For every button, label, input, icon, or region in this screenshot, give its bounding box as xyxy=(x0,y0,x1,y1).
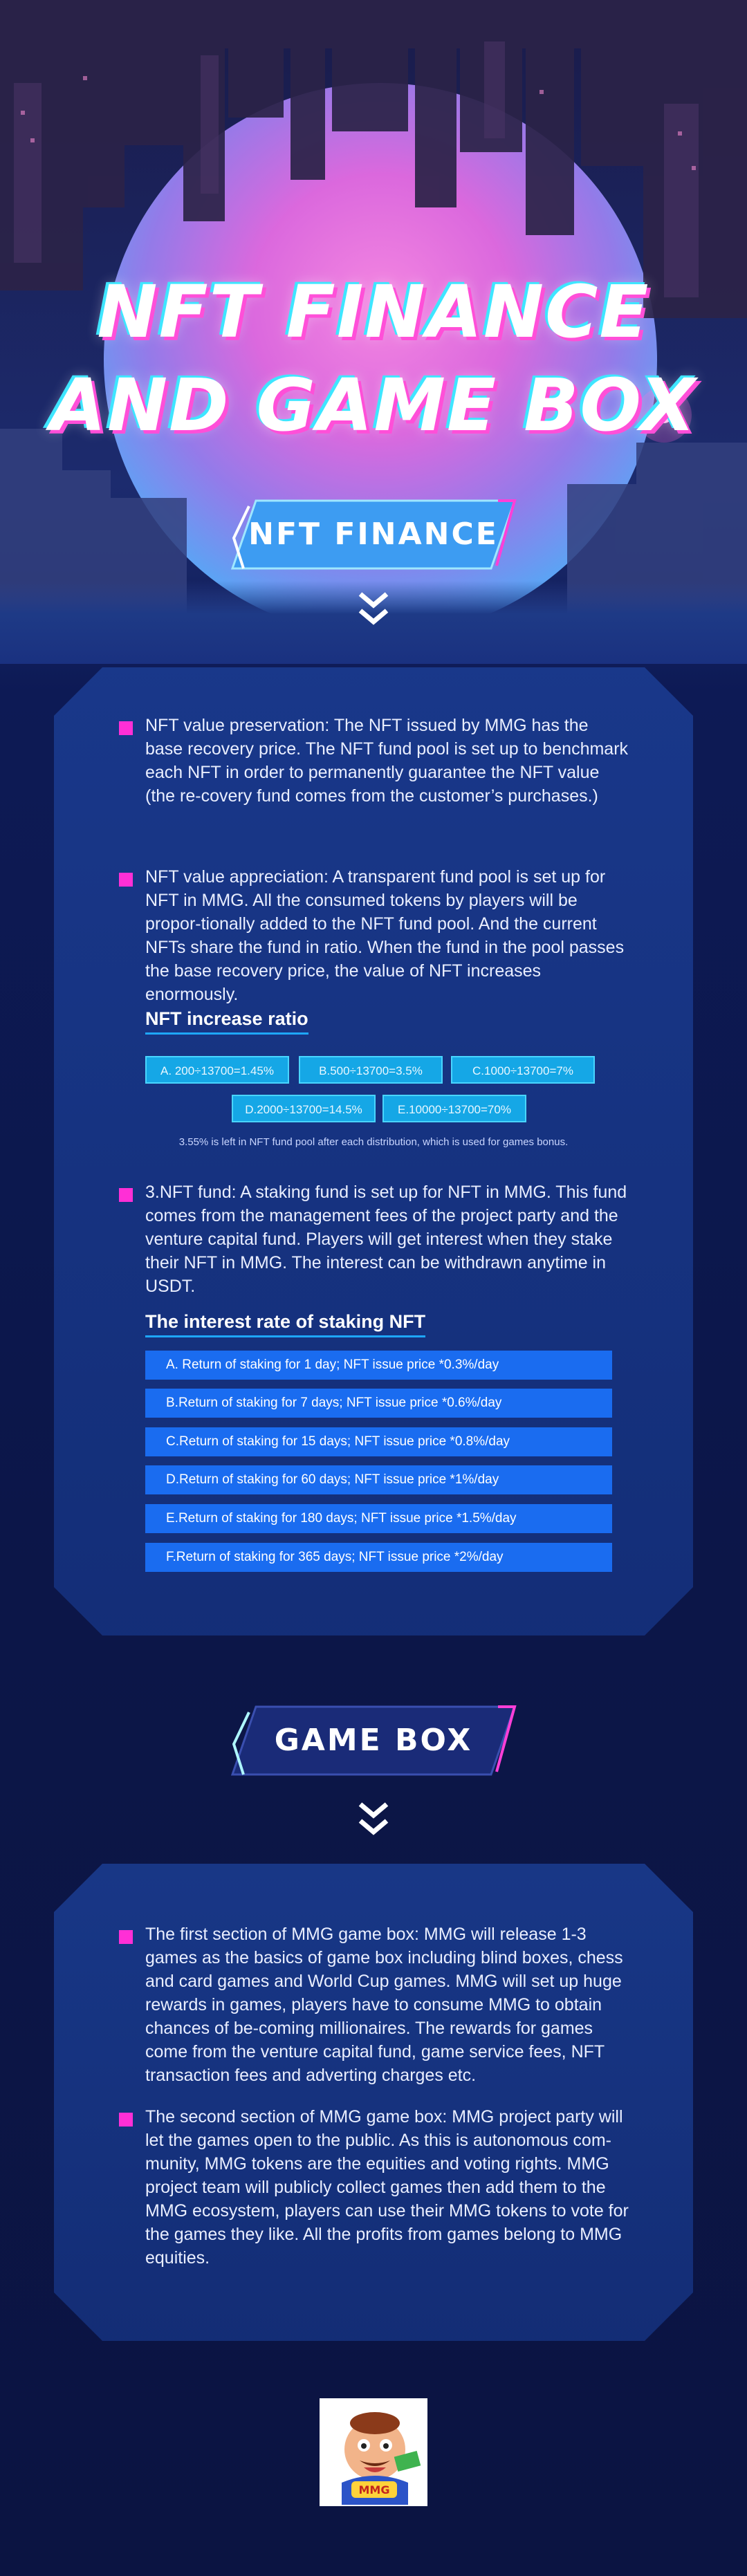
nft-finance-banner xyxy=(228,497,519,573)
nft-preservation-text: NFT value preservation: The NFT issued by MMG has the base recovery price. The NFT fund pool is set up to benchmark each NFT in order to permanently guarantee the NFT value (the re-covery fund comes from the customer’s purchases.) xyxy=(145,716,629,806)
game-box-banner-label: GAME BOX xyxy=(274,1723,473,1758)
bullet-marker xyxy=(119,1930,133,1944)
nft-increase-ratio-heading: NFT increase ratio xyxy=(145,1008,308,1035)
mascot-character-icon xyxy=(321,2400,426,2505)
staking-rate-row-f: F.Return of staking for 365 days; NFT issue price *2%/day xyxy=(145,1543,612,1572)
hero-title-line2: AND GAME BOX xyxy=(50,363,697,447)
staking-rate-row-b: B.Return of staking for 7 days; NFT issue price *0.6%/day xyxy=(145,1389,612,1418)
nft-finance-banner-label: NFT FINANCE xyxy=(248,517,499,552)
ratio-chip-b: B.500÷13700=3.5% xyxy=(299,1056,443,1084)
staking-rate-row-e: E.Return of staking for 180 days; NFT issue price *1.5%/day xyxy=(145,1504,612,1533)
staking-rate-row-a: A. Return of staking for 1 day; NFT issue price *0.3%/day xyxy=(145,1351,612,1380)
bullet-marker xyxy=(119,873,133,887)
nft-appreciation-text: NFT value appreciation: A transparent fund pool is set up for NFT in MMG. All the consumed tokens by players will be propor-tionally added to the NFT fund pool. And the current NFTs share the fund in ratio. When the fund in the pool passes the base recovery price, the value of NFT increases enormously. xyxy=(145,867,625,1004)
hero-title-line1: NFT FINANCE xyxy=(97,270,650,354)
bullet-marker xyxy=(119,1188,133,1202)
bullet-marker xyxy=(119,721,133,735)
staking-rate-row-c: C.Return of staking for 15 days; NFT issue price *0.8%/day xyxy=(145,1427,612,1456)
ratio-chip-d: D.2000÷13700=14.5% xyxy=(232,1095,376,1122)
ratio-chip-c: C.1000÷13700=7% xyxy=(451,1056,595,1084)
game-box-section2-text: The second section of MMG game box: MMG project party will let the games open to the public. As this is autonomous com-munity, MMG tokens are the equities and voting rights. MMG project team will publicly collect games then add them to the MMG ecosystem, players can use their MMG tokens to vote for the games they like. All the profits from games belong to MMG equities. xyxy=(145,2107,629,2268)
nft-fund-text: 3.NFT fund: A staking fund is set up for NFT in MMG. This fund comes from the management fees of the project party and the venture capital fund. Players will get interest when they stake their NFT in MMG. The interest can be withdrawn anytime in USDT. xyxy=(145,1183,627,1296)
staking-rate-row-d: D.Return of staking for 60 days; NFT issue price *1%/day xyxy=(145,1465,612,1494)
staking-rate-heading: The interest rate of staking NFT xyxy=(145,1311,425,1337)
bullet-marker xyxy=(119,2113,133,2126)
ratio-note: 3.55% is left in NFT fund pool after each distribution, which is used for games bonus. xyxy=(178,1136,569,1148)
mascot-logo xyxy=(320,2398,427,2506)
mascot-logo-text: MMG xyxy=(358,2483,390,2496)
game-box-section1-text: The first section of MMG game box: MMG will release 1-3 games as the basics of game box including blind boxes, chess and card games and World Cup games. MMG will set up huge rewards in games, players have to consume MMG to obtain chances of be-coming millionaires. The rewards for games come from the venture capital fund, game service fees, NFT transaction fees and adverting charges etc. xyxy=(145,1925,623,2085)
game-box-banner xyxy=(228,1703,519,1779)
ratio-chip-e: E.10000÷13700=70% xyxy=(382,1095,526,1122)
chevron-down-icon xyxy=(356,590,391,629)
chevron-down-icon xyxy=(356,1800,391,1839)
ratio-chip-a: A. 200÷13700=1.45% xyxy=(145,1056,289,1084)
